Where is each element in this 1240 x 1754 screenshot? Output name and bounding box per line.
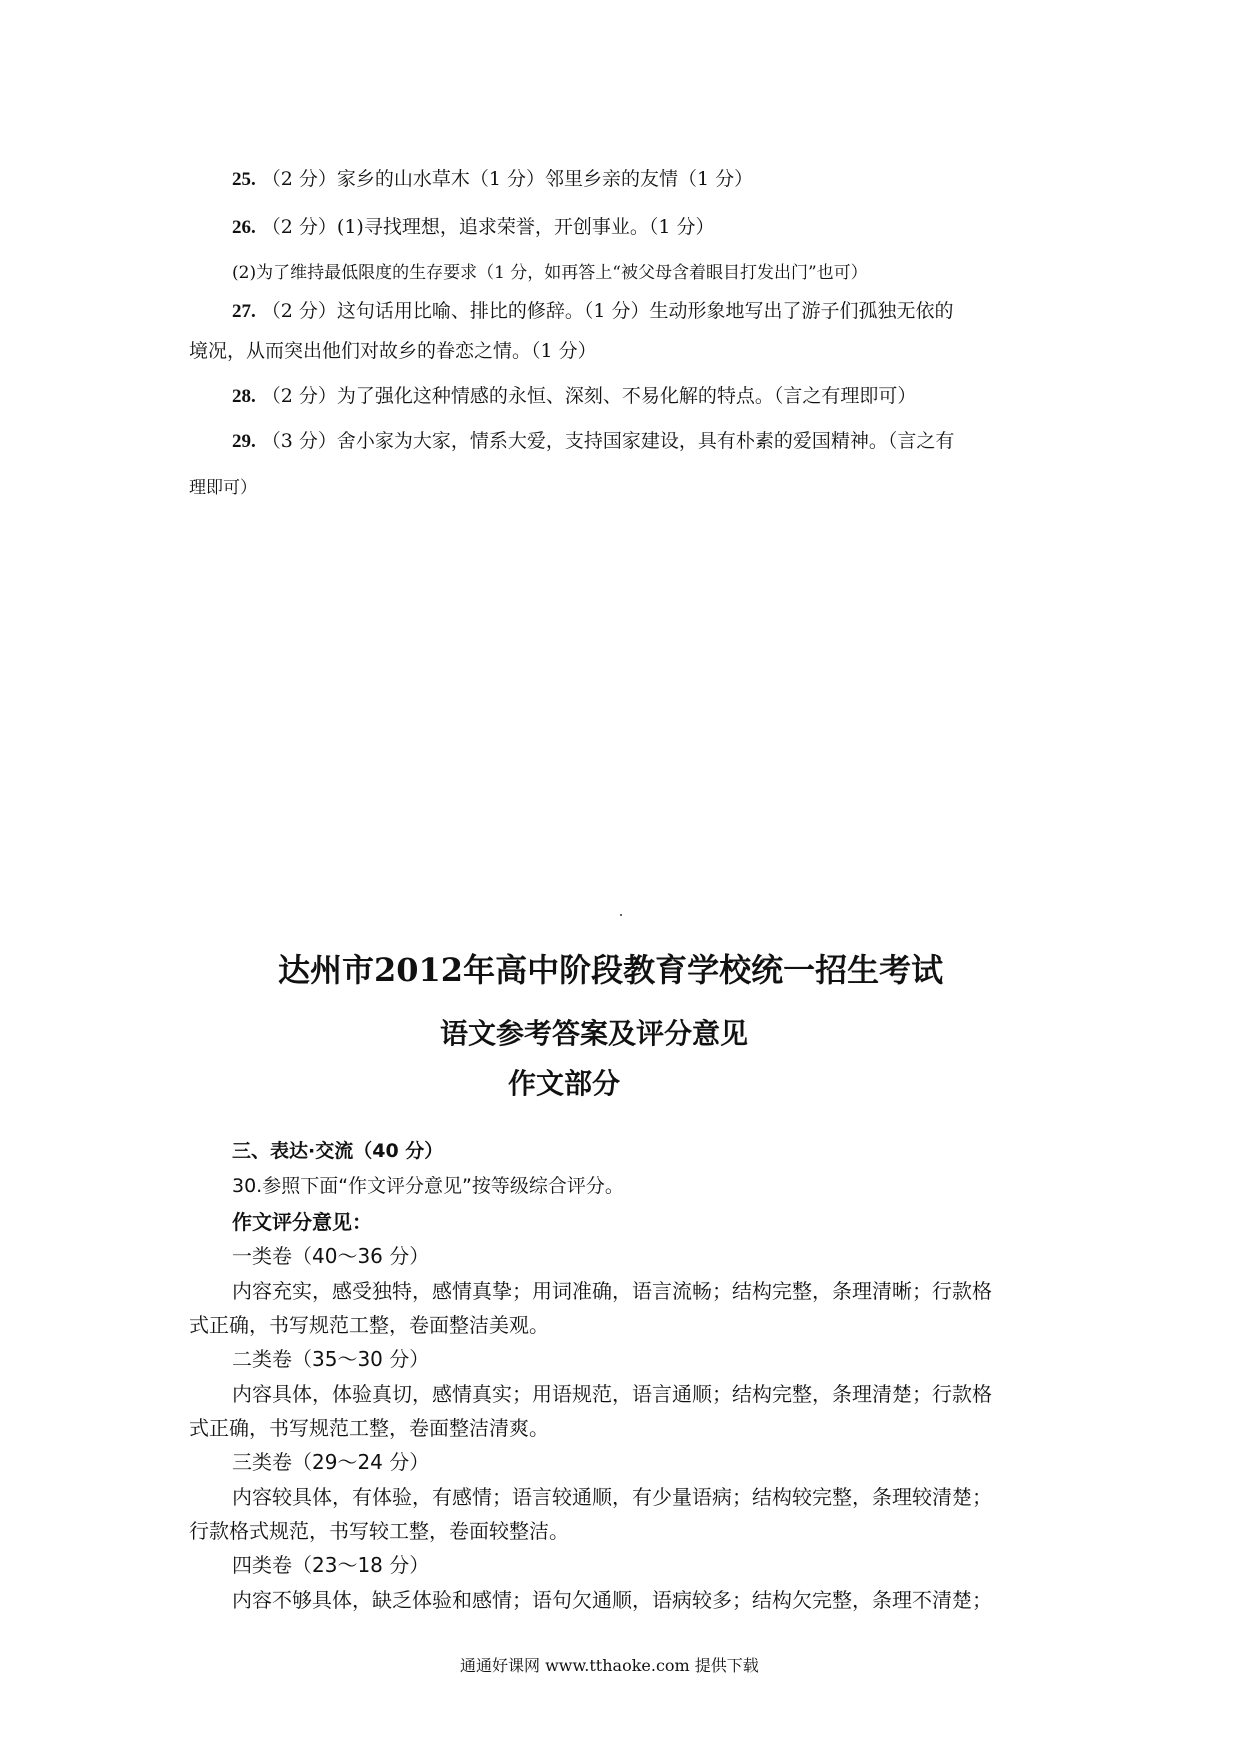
criteria-line: 三类卷（29～24 分） (232, 1450, 430, 1474)
criteria-line: 式正确，书写规范工整，卷面整洁清爽。 (189, 1416, 549, 1440)
document-title: 达州市2012年高中阶段教育学校统一招生考试 (278, 951, 944, 989)
criteria-line: 内容具体，体验真切，感情真实；用语规范，语言通顺；结构完整，条理清楚；行款格 (232, 1382, 992, 1406)
answer-text: （3 分）舍小家为大家，情系大爱，支持国家建设，具有朴素的爱国精神。（言之有 (261, 430, 955, 452)
answer-28 (232, 387, 916, 406)
answer-number: 27. (232, 301, 256, 322)
criteria-line: 四类卷（23～18 分） (232, 1553, 430, 1577)
instruction: 30.参照下面“作文评分意见”按等级综合评分。 (232, 1175, 624, 1197)
section-title: 作文部分 (508, 1067, 621, 1100)
criteria-title: 作文评分意见： (232, 1210, 372, 1234)
answer-number: 28. (232, 386, 256, 407)
answer-number: 25. (232, 169, 256, 190)
answer-text: （2 分）这句话用比喻、排比的修辞。（1 分）生动形象地写出了游子们孤独无依的 (261, 300, 954, 322)
answer-text: 理即可） (189, 478, 257, 498)
answer-26 (232, 218, 714, 237)
answer-text: （2 分）家乡的山水草木（1 分）邻里乡亲的友情（1 分） (261, 168, 754, 190)
answer-text: （2 分）为了强化这种情感的永恒、深刻、不易化解的特点。（言之有理即可） (261, 385, 917, 407)
answer-29 (232, 432, 954, 451)
answer-29-cont (189, 480, 257, 497)
criteria-line: 行款格式规范，书写较工整，卷面较整洁。 (189, 1519, 569, 1543)
answer-25 (232, 170, 753, 189)
answer-text: (2)为了维持最低限度的生存要求（1 分，如再答上“被父母含着眼目打发出门”也可） (232, 263, 868, 283)
criteria-line: 内容充实，感受独特，感情真挚；用词准确，语言流畅；结构完整，条理清晰；行款格 (232, 1279, 992, 1303)
criteria-line: 内容不够具体，缺乏体验和感情；语句欠通顺，语病较多；结构欠完整，条理不清楚； (232, 1588, 992, 1612)
answer-text: （2 分）(1)寻找理想，追求荣誉，开创事业。（1 分） (261, 216, 715, 238)
criteria-line: 内容较具体，有体验，有感情；语言较通顺，有少量语病；结构较完整，条理较清楚； (232, 1485, 992, 1509)
page-footer: 通通好课网 www.tthaoke.com 提供下载 (460, 1656, 759, 1675)
document-subtitle: 语文参考答案及评分意见 (440, 1017, 749, 1050)
part-title: 三、表达·交流（40 分） (232, 1140, 444, 1162)
answer-27-cont (189, 342, 597, 361)
criteria-line: 二类卷（35～30 分） (232, 1347, 430, 1371)
criteria-line: 式正确，书写规范工整，卷面整洁美观。 (189, 1313, 549, 1337)
answer-number: 26. (232, 217, 256, 238)
criteria-line: 一类卷（40～36 分） (232, 1244, 430, 1268)
scan-speck (620, 914, 622, 916)
answer-text: 境况，从而突出他们对故乡的眷恋之情。（1 分） (189, 340, 597, 362)
answer-26-part2 (232, 265, 868, 282)
answer-number: 29. (232, 431, 256, 452)
answer-27 (232, 302, 954, 321)
